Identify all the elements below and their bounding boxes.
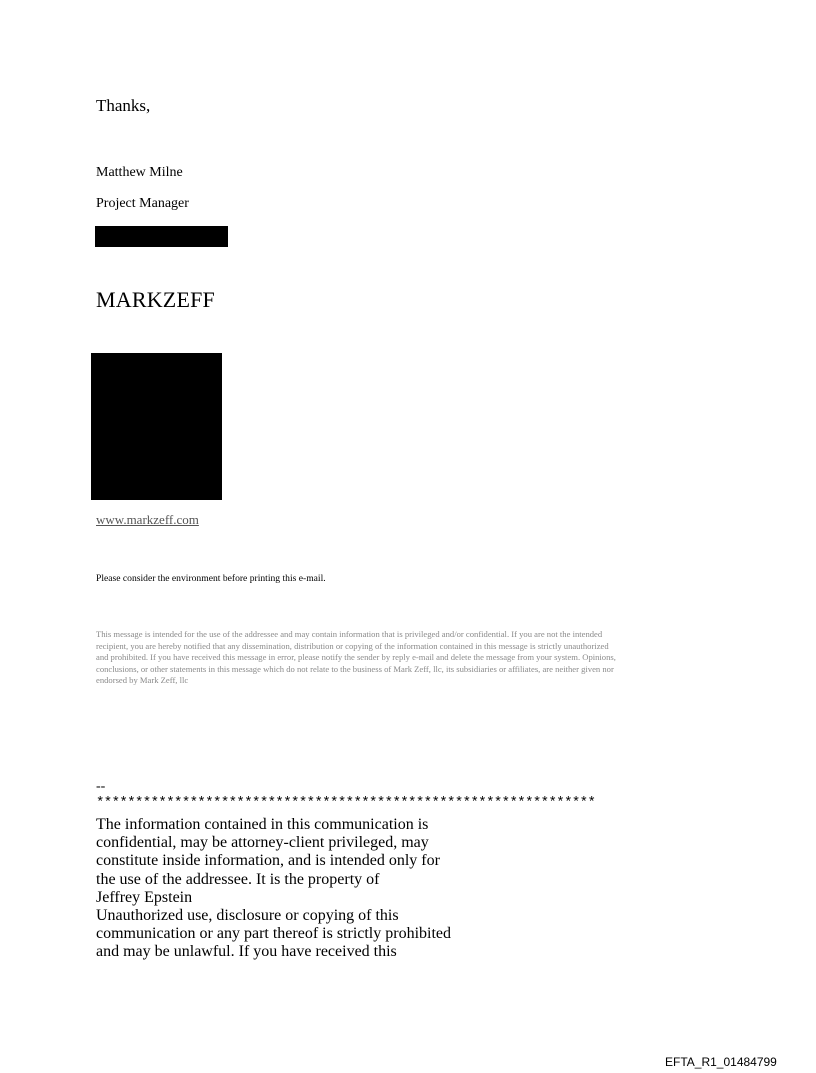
- confidentiality-notice: [96, 816, 496, 962]
- disclaimer-line: conclusions, or other statements in this message which do not relate to the business of Mark Zeff, llc, its subsidiaries or affiliates, are neither given nor: [96, 663, 614, 674]
- notice-line: communication or any part thereof is strictly prohibited: [96, 925, 452, 943]
- disclaimer-line: endorsed by Mark Zeff, llc: [96, 675, 189, 685]
- redaction-block: [91, 353, 222, 500]
- website-link[interactable]: www.markzeff.com: [96, 512, 199, 527]
- redaction-bar: [95, 226, 228, 247]
- notice-line: constitute inside information, and is intended only for: [96, 852, 440, 870]
- company-logo-text: MARKZEFF: [96, 287, 215, 312]
- notice-line: The information contained in this communication is: [96, 816, 429, 833]
- notice-line: Unauthorized use, disclosure or copying of this: [96, 907, 399, 925]
- disclaimer-line: This message is intended for the use of the addressee and may contain information that is privileged and/or confidential. If you are not the intended: [96, 629, 603, 639]
- notice-line: confidential, may be attorney-client privileged, may: [96, 834, 429, 852]
- environment-note: Please consider the environment before printing this e-mail.: [96, 573, 326, 584]
- separator-dashes: --: [96, 779, 106, 794]
- disclaimer-line: and prohibited. If you have received this message in error, please notify the sender by reply e-mail and delete the message from your system. Opinions,: [96, 652, 616, 662]
- signature-title: Project Manager: [96, 196, 189, 211]
- signature-name: Matthew Milne: [96, 165, 183, 180]
- email-disclaimer: [96, 629, 720, 687]
- greeting-text: Thanks,: [96, 96, 151, 115]
- notice-line: and may be unlawful. If you have received this: [96, 943, 397, 961]
- bates-number: EFTA_R1_01484799: [665, 1055, 777, 1069]
- disclaimer-line: recipient, you are hereby notified that any dissemination, distribution or copying of the information contained in this message is strictly unauthorized: [96, 640, 609, 651]
- separator-stars: ****************************************************************: [96, 795, 596, 811]
- notice-line: the use of the addressee. It is the property of: [96, 870, 380, 888]
- notice-line: Jeffrey Epstein: [96, 888, 193, 906]
